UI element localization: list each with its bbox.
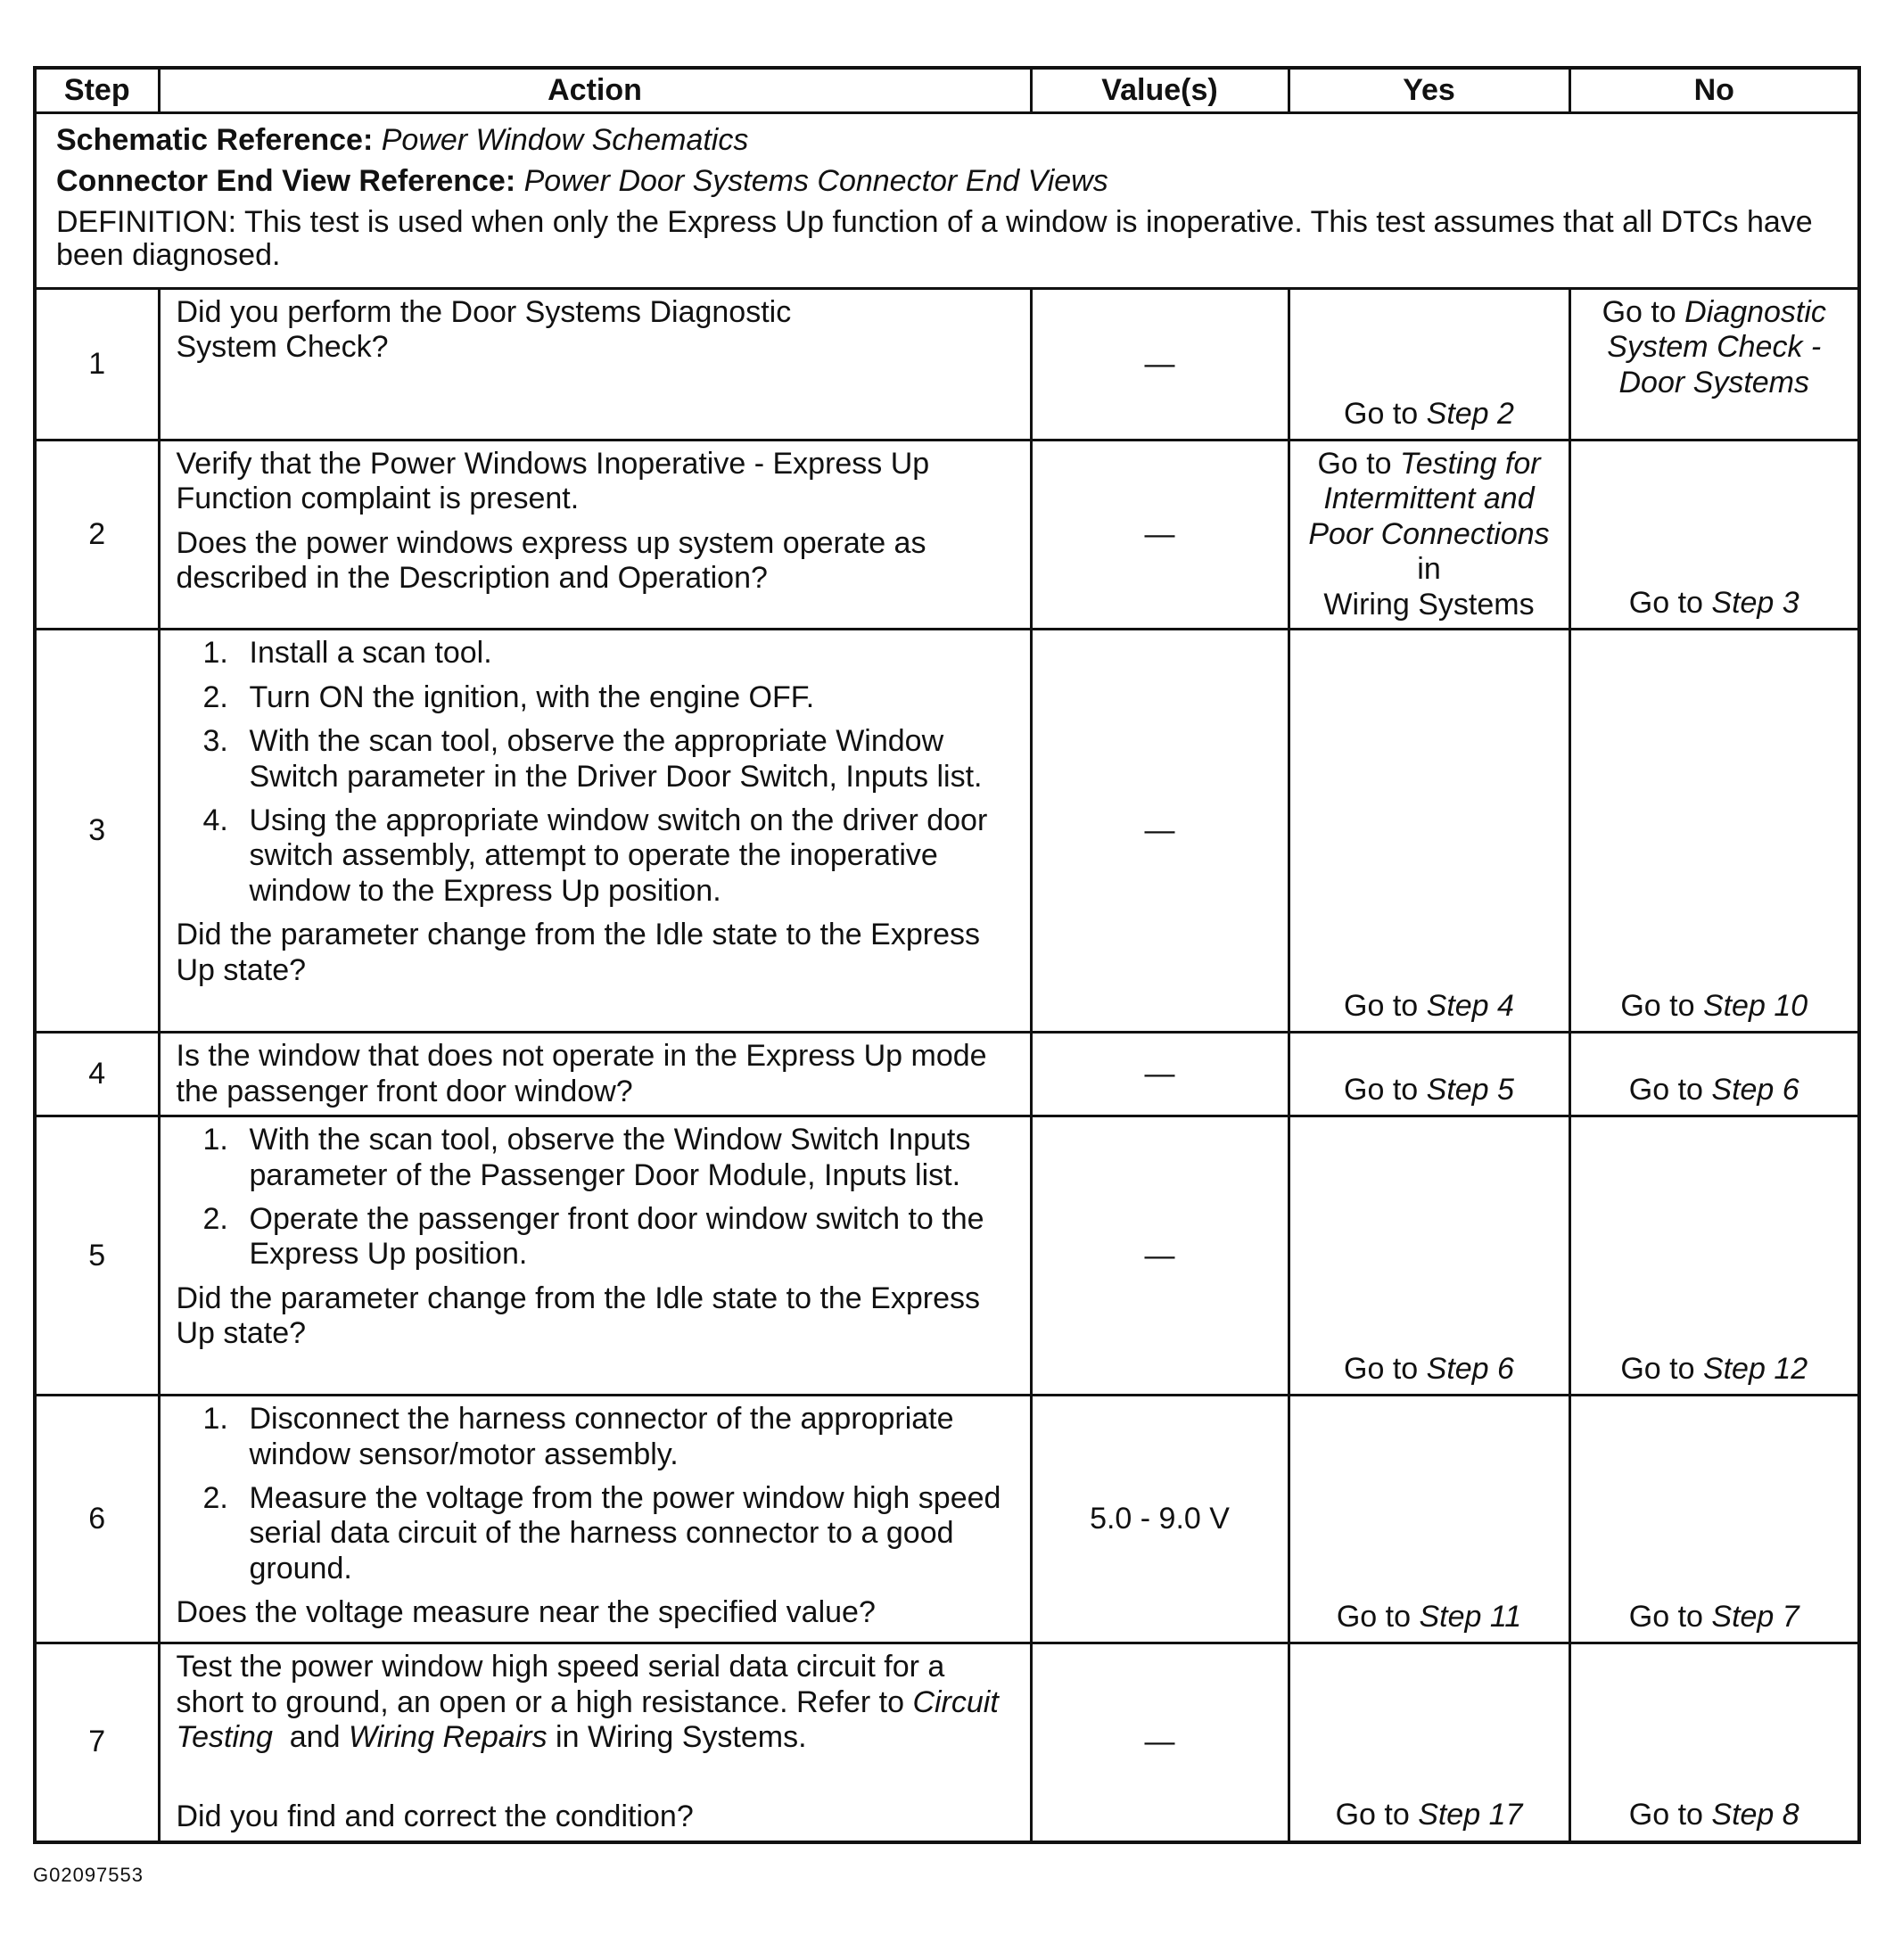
table-row xyxy=(35,289,1859,441)
header-values: Value(s) xyxy=(1031,68,1289,113)
no-link[interactable] xyxy=(1571,1073,1858,1108)
connector-reference xyxy=(56,164,1838,198)
value-cell: — xyxy=(1031,289,1289,441)
definition-text: DEFINITION: This test is used when only the Express Up function of a window is inoperative. This test assumes that all DTCs have been diagnosed. xyxy=(56,204,1813,272)
yes-target: Step 4 xyxy=(1426,988,1514,1023)
yes-link[interactable] xyxy=(1290,1352,1569,1387)
yes-cell xyxy=(1289,1396,1569,1643)
procedure-list xyxy=(177,1123,1014,1272)
yes-link[interactable] xyxy=(1290,989,1569,1024)
no-link[interactable] xyxy=(1571,989,1858,1024)
no-link[interactable] xyxy=(1571,586,1858,621)
instruction-text: and xyxy=(272,1719,349,1754)
table-row xyxy=(35,1116,1859,1396)
table-row xyxy=(35,1396,1859,1643)
item-number: 4. xyxy=(202,803,228,837)
action-cell xyxy=(159,289,1031,441)
schematic-reference xyxy=(56,123,1838,157)
action-cell xyxy=(159,1116,1031,1396)
no-prefix: Go to xyxy=(1628,1798,1712,1832)
no-prefix: Go to xyxy=(1602,295,1685,329)
value-cell: — xyxy=(1031,630,1289,1033)
item-text: Install a scan tool. xyxy=(249,636,492,671)
item-text: Disconnect the harness connector of the appropriate window sensor/motor assembly. xyxy=(249,1402,954,1471)
step-number: 7 xyxy=(35,1643,159,1842)
table-row xyxy=(35,1033,1859,1116)
action-cell xyxy=(159,1033,1031,1116)
procedure-item xyxy=(177,1402,1014,1472)
step-number: 6 xyxy=(35,1396,159,1643)
action-question: Did you perform the Door Systems Diagnostic System Check? xyxy=(176,295,792,365)
yes-suffix-2: Wiring Systems xyxy=(1323,587,1535,622)
item-text: With the scan tool, observe the Window Switch Inputs parameter of the Passenger Door Module, Inputs list. xyxy=(249,1123,971,1192)
no-cell xyxy=(1569,1033,1859,1116)
no-prefix: Go to xyxy=(1628,1072,1712,1107)
table-row xyxy=(35,630,1859,1033)
yes-cell xyxy=(1289,1643,1569,1842)
action-question: Is the window that does not operate in the Express Up mode the passenger front door window? xyxy=(176,1039,987,1108)
item-number: 3. xyxy=(202,724,228,759)
instruction-text: in Wiring Systems. xyxy=(547,1719,807,1754)
header-row xyxy=(35,68,1859,113)
procedure-item xyxy=(177,724,1014,795)
no-target: Step 10 xyxy=(1702,988,1808,1023)
no-prefix: Go to xyxy=(1620,988,1703,1023)
table-row xyxy=(35,1643,1859,1842)
step-number: 5 xyxy=(35,1116,159,1396)
no-cell xyxy=(1569,289,1859,441)
action-cell xyxy=(159,1396,1031,1643)
procedure-list xyxy=(177,636,1014,909)
procedure-item xyxy=(177,803,1014,909)
no-cell xyxy=(1569,630,1859,1033)
wiring-repairs-link[interactable]: Wiring Repairs xyxy=(348,1719,548,1754)
yes-link[interactable] xyxy=(1290,1073,1569,1108)
yes-target: Step 2 xyxy=(1426,396,1514,431)
item-number: 1. xyxy=(202,1123,228,1157)
action-question: Does the power windows express up system operate as described in the Description and Operation? xyxy=(176,525,926,596)
step-number: 4 xyxy=(35,1033,159,1116)
reference-row xyxy=(35,113,1859,289)
header-action: Action xyxy=(159,68,1031,113)
item-number: 2. xyxy=(202,1480,228,1515)
item-text: Using the appropriate window switch on the driver door switch assembly, attempt to operate the inoperative window to the Express Up position. xyxy=(249,803,988,908)
no-link[interactable] xyxy=(1571,1798,1858,1832)
yes-link[interactable] xyxy=(1290,397,1569,432)
item-text: Measure the voltage from the power window high speed serial data circuit of the harness connector to a good ground. xyxy=(249,1480,1001,1585)
action-question: Did the parameter change from the Idle state to the Express Up state? xyxy=(176,918,980,987)
schematic-reference-label: Schematic Reference: xyxy=(56,123,374,157)
value-cell: — xyxy=(1031,1116,1289,1396)
circuit-testing-link[interactable]: Circuit Testing xyxy=(176,1684,999,1754)
no-cell xyxy=(1569,1116,1859,1396)
yes-cell xyxy=(1289,630,1569,1033)
yes-cell xyxy=(1289,289,1569,441)
yes-link[interactable] xyxy=(1290,1798,1569,1832)
action-instruction xyxy=(177,1650,1014,1755)
yes-target: Step 17 xyxy=(1418,1798,1523,1832)
yes-target: Testing for Intermittent and Poor Connections xyxy=(1308,447,1550,551)
yes-prefix: Go to xyxy=(1317,447,1401,481)
diagnostic-table xyxy=(33,66,1861,1844)
yes-target: Step 6 xyxy=(1426,1351,1514,1386)
schematic-reference-link[interactable]: Power Window Schematics xyxy=(381,123,749,157)
value-cell: 5.0 - 9.0 V xyxy=(1031,1396,1289,1643)
item-text: Turn ON the ignition, with the engine OFF. xyxy=(249,679,815,714)
procedure-item xyxy=(177,680,1014,715)
yes-target: Step 5 xyxy=(1426,1072,1514,1107)
procedure-item xyxy=(177,1202,1014,1272)
yes-suffix: in xyxy=(1417,552,1441,587)
procedure-item xyxy=(177,1123,1014,1193)
no-target: Step 6 xyxy=(1711,1072,1799,1107)
header-no: No xyxy=(1569,68,1859,113)
action-question: Did the parameter change from the Idle state to the Express Up state? xyxy=(176,1281,980,1351)
no-target: Step 7 xyxy=(1711,1599,1799,1634)
no-link[interactable] xyxy=(1575,295,1855,400)
procedure-list xyxy=(177,1402,1014,1586)
reference-cell xyxy=(35,113,1859,289)
step-number: 1 xyxy=(35,289,159,441)
no-prefix: Go to xyxy=(1620,1351,1703,1386)
item-number: 2. xyxy=(202,679,228,714)
yes-prefix: Go to xyxy=(1335,1798,1419,1832)
connector-reference-label: Connector End View Reference: xyxy=(56,164,516,199)
table-row xyxy=(35,441,1859,630)
action-instruction: Verify that the Power Windows Inoperative - Express Up Function complaint is present. xyxy=(176,447,930,516)
no-link[interactable] xyxy=(1571,1352,1858,1387)
item-number: 1. xyxy=(202,636,228,671)
yes-prefix: Go to xyxy=(1344,1351,1427,1386)
procedure-item xyxy=(177,1481,1014,1586)
item-text: Operate the passenger front door window switch to the Express Up position. xyxy=(249,1201,984,1272)
action-cell xyxy=(159,1643,1031,1842)
yes-target: Step 11 xyxy=(1419,1599,1522,1634)
step-number: 2 xyxy=(35,441,159,630)
value-cell: — xyxy=(1031,1033,1289,1116)
no-target: Diagnostic System Check - Door Systems xyxy=(1607,295,1826,399)
instruction-text: Test the power window high speed serial data circuit for a short to ground, an open or a high resistance. Refer to xyxy=(176,1650,945,1719)
no-target: Step 12 xyxy=(1702,1351,1808,1386)
header-yes: Yes xyxy=(1289,68,1569,113)
no-cell xyxy=(1569,1396,1859,1643)
spacer xyxy=(177,1764,1014,1799)
action-cell xyxy=(159,441,1031,630)
action-cell xyxy=(159,630,1031,1033)
no-prefix: Go to xyxy=(1628,1599,1712,1634)
action-question: Did you find and correct the condition? xyxy=(176,1799,694,1834)
connector-reference-link[interactable]: Power Door Systems Connector End Views xyxy=(523,164,1108,199)
yes-link[interactable] xyxy=(1294,447,1565,622)
value-cell: — xyxy=(1031,1643,1289,1842)
yes-cell xyxy=(1289,441,1569,630)
no-prefix: Go to xyxy=(1628,585,1712,620)
yes-prefix: Go to xyxy=(1336,1599,1420,1634)
yes-prefix: Go to xyxy=(1344,396,1427,431)
header-step: Step xyxy=(35,68,159,113)
no-link[interactable] xyxy=(1571,1600,1858,1635)
step-number: 3 xyxy=(35,630,159,1033)
no-target: Step 3 xyxy=(1711,585,1799,620)
procedure-item xyxy=(177,636,1014,671)
action-question: Does the voltage measure near the specified value? xyxy=(176,1595,876,1630)
yes-link[interactable] xyxy=(1290,1600,1569,1635)
item-text: With the scan tool, observe the appropriate Window Switch parameter in the Driver Door Switch, Inputs list. xyxy=(249,724,983,794)
no-cell xyxy=(1569,441,1859,630)
value-cell: — xyxy=(1031,441,1289,630)
figure-code: G02097553 xyxy=(33,1864,144,1886)
yes-cell xyxy=(1289,1033,1569,1116)
no-target: Step 8 xyxy=(1711,1798,1799,1832)
item-number: 2. xyxy=(202,1201,228,1236)
yes-prefix: Go to xyxy=(1344,988,1427,1023)
no-cell xyxy=(1569,1643,1859,1842)
item-number: 1. xyxy=(202,1402,228,1437)
yes-prefix: Go to xyxy=(1344,1072,1427,1107)
yes-cell xyxy=(1289,1116,1569,1396)
